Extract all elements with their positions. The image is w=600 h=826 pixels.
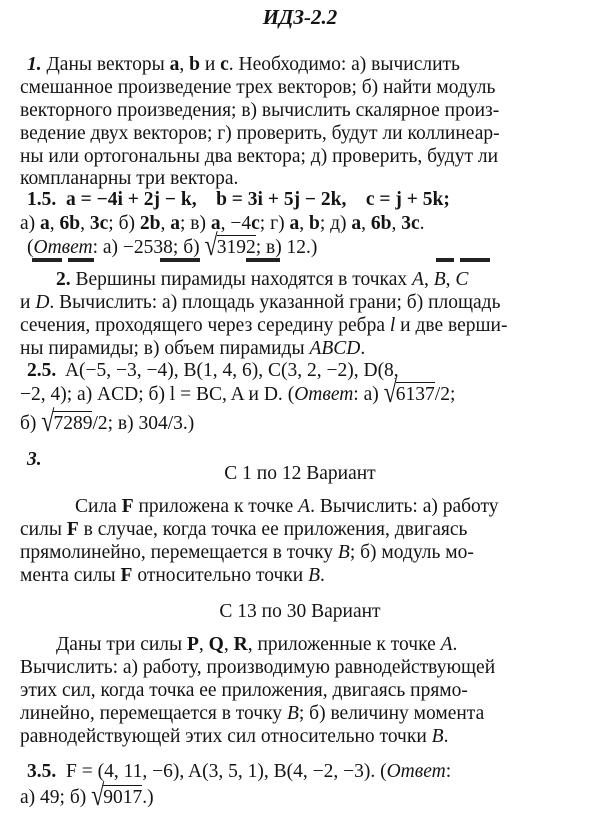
task2-line-3: сечения, проходящего через середину ребра l и две верши- bbox=[20, 315, 508, 336]
para2-line-5: равнодействующей этих сил относительно точки B. bbox=[20, 726, 449, 747]
task2-variant-number: 2.5. bbox=[27, 360, 57, 381]
para1-line-1: Сила F приложена к точке A. Вычислить: а) работу bbox=[75, 496, 499, 517]
task3-answer-line bbox=[20, 779, 154, 813]
para1-line-2: силы F в случае, когда точка ее приложения, двигаясь bbox=[20, 519, 468, 540]
para2-line-2: Вычислить: а) работу, производимую равнодействующей bbox=[20, 657, 496, 678]
task1-line-5: ны или ортогональны два вектора; д) проверить, будут ли bbox=[20, 146, 499, 167]
answer-sqrt-value: 9017 bbox=[103, 787, 143, 808]
task1-number: 1. bbox=[27, 54, 42, 75]
task1-answer-line: (Ответ: а) −2538; б) √3192; в) 12.) bbox=[27, 229, 318, 263]
task2-line-2: и D. Вычислить: а) площадь указанной грани; б) площадь bbox=[20, 292, 501, 313]
answer-sqrt-value: 3192 bbox=[216, 237, 256, 258]
task1-line-1: 1. Даны векторы a, b и c. Необходимо: а) вычислить bbox=[27, 54, 460, 75]
task2-data-line-1 bbox=[27, 359, 399, 382]
answer-text-2: /2; bbox=[434, 384, 456, 405]
task2-data-text: −2, 4); а) ACD; б) l = BC, A и D. bbox=[20, 384, 283, 405]
task3-data: F = (4, 11, −6), A(3, 5, 1), B(4, −2, −3). bbox=[66, 761, 376, 782]
answer-text-2: ; в) 12.) bbox=[255, 237, 318, 258]
sqrt-sign: √ bbox=[41, 405, 55, 439]
task1-line-4: ведение двух векторов; г) проверить, будут ли коллинеар- bbox=[20, 123, 500, 144]
task1-line-3: векторного произведения; в) вычислить скалярное произ- bbox=[20, 100, 500, 121]
answer-sqrt-value-2: 7289 bbox=[53, 413, 93, 434]
answer-label: Ответ bbox=[294, 384, 354, 405]
task2-line-1: 2. Вершины пирамиды находятся в точках A, B, C bbox=[56, 269, 469, 290]
answer-sqrt-value-1: 6137 bbox=[395, 384, 435, 405]
answer-label: Ответ bbox=[33, 237, 93, 258]
task1-line-6: компланарны три вектора. bbox=[20, 168, 239, 189]
task1-items-line: а) a, 6b, 3c; б) 2b, a; в) a, −4c; г) a, b; д) a, 6b, 3c. bbox=[20, 213, 425, 234]
answer-text-4: /2; в) 304/3.) bbox=[92, 413, 195, 434]
answer-text-1: а) 49; б) bbox=[20, 787, 87, 808]
para1-line-4: мента силы F относительно точки B. bbox=[20, 565, 325, 586]
cropped-text-fragment bbox=[20, 258, 580, 263]
task3-data-line: 3.5. F = (4, 11, −6), A(3, 5, 1), B(4, −2, −3). (Ответ: bbox=[27, 761, 452, 782]
answer-text-2: .) bbox=[142, 787, 154, 808]
sqrt-sign: √ bbox=[204, 229, 218, 263]
task1-variant-number: 1.5. bbox=[27, 189, 57, 210]
task2-answer-line bbox=[20, 405, 195, 439]
task1-variant-line bbox=[27, 188, 450, 211]
task1-line-2: смешанное произведение трех векторов; б) найти модуль bbox=[20, 77, 496, 98]
task2-data-line-2: −2, 4); а) ACD; б) l = BC, A и D. (Ответ: а) √6137/2; bbox=[20, 376, 456, 410]
answer-text-3: б) bbox=[20, 413, 37, 434]
sqrt-sign: √ bbox=[383, 376, 397, 410]
para2-line-3: этих сил, когда точка ее приложения, двигаясь прямо- bbox=[20, 680, 468, 701]
vector-c: c = j + 5k; bbox=[365, 189, 450, 210]
answer-text-1: а) bbox=[363, 384, 379, 405]
heading-variants-1-12: С 1 по 12 Вариант bbox=[224, 463, 376, 484]
vector-b: b = 3i + 5j − 2k, bbox=[216, 189, 347, 210]
task2-number: 2. bbox=[56, 269, 71, 290]
page-title: ИДЗ-2.2 bbox=[262, 5, 338, 29]
task2-line-4: ны пирамиды; в) объем пирамиды ABCD. bbox=[20, 338, 366, 359]
sqrt-sign: √ bbox=[91, 779, 105, 813]
task3-number-text: 3. bbox=[27, 449, 42, 470]
answer-text-1: а) −2538; б) bbox=[102, 237, 200, 258]
heading-variants-13-30: С 13 по 30 Вариант bbox=[219, 601, 381, 622]
para2-line-1: Даны три силы P, Q, R, приложенные к точке A. bbox=[56, 634, 458, 655]
para1-line-3: прямолинейно, перемещается в точку B; б) модуль мо- bbox=[20, 542, 474, 563]
task3-variant-number: 3.5. bbox=[27, 761, 57, 782]
task2-points: A(−5, −3, −4), B(1, 4, 6), C(3, 2, −2), D(8, bbox=[64, 360, 399, 381]
para2-line-4: линейно, перемещается в точку B; б) величину момента bbox=[20, 703, 485, 724]
answer-label: Ответ bbox=[386, 761, 446, 782]
vector-a: a = −4i + 2j − k, bbox=[66, 189, 197, 210]
